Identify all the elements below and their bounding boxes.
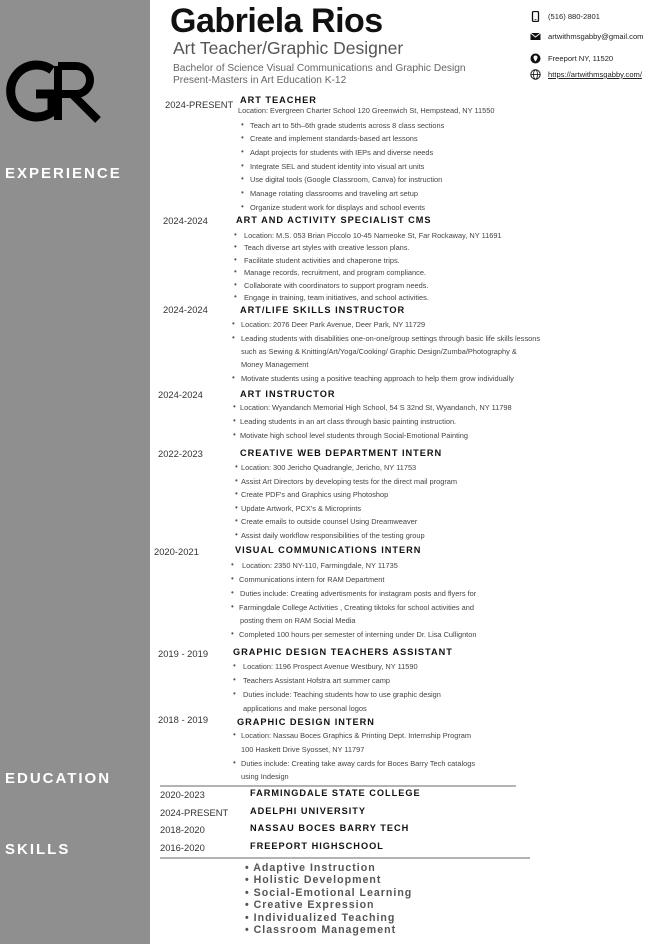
job-date: 2024-2024 (158, 389, 203, 400)
job-title: ART AND ACTIVITY SPECIALIST CMS (236, 215, 432, 225)
bullet-dot: • (233, 661, 236, 670)
full-name: Gabriela Rios (170, 2, 383, 40)
bullet-dot: • (241, 188, 244, 197)
job-bullet: Location: M.S. 053 Brian Piccolo 10-45 Nameoke St, Far Rockaway, NY 11691 (244, 231, 502, 240)
job-bullet: Duties include: Creating take away cards for Boces Barry Tech catalogs (241, 759, 476, 768)
gr-monogram-logo (6, 58, 102, 126)
bullet-dot: • (241, 161, 244, 170)
job-bullet: Location: 2350 NY-110, Farmingdale, NY 11735 (242, 561, 398, 570)
contact-location (530, 53, 613, 64)
job-bullet: Teachers Assistant Hofstra art summer camp (243, 676, 391, 685)
experience-heading: EXPERIENCE (5, 165, 122, 182)
job-bullet: posting them on RAM Social Media (240, 616, 356, 625)
education-school: FARMINGDALE STATE COLLEGE (250, 788, 421, 798)
education-date: 2020-2023 (160, 789, 205, 800)
bullet-dot: • (232, 319, 235, 328)
skills-heading: SKILLS (5, 841, 71, 858)
bullet-dot: • (235, 503, 238, 512)
bullet-dot: • (233, 730, 236, 739)
location-icon (530, 53, 541, 64)
bullet-dot: • (234, 230, 237, 239)
job-title: ART/LIFE SKILLS INSTRUCTOR (240, 305, 406, 315)
job-bullet: Money Management (241, 360, 309, 369)
bullet-dot: • (231, 602, 234, 611)
bullet-dot: • (233, 675, 236, 684)
skill-item: • Holistic Development (245, 874, 382, 887)
job-bullet: Integrate SEL and student identity into visual art units (250, 162, 425, 171)
job-bullet: Manage records, recruitment, and program compliance. (244, 268, 426, 277)
job-location: Location: Evergreen Charter School 120 Greenwich St, Hempstead, NY 11550 (238, 106, 495, 115)
job-title: GRAPHIC DESIGN INTERN (237, 717, 375, 727)
globe-icon (530, 69, 541, 80)
job-bullet: Update Artwork, PCX's & Microprints (241, 504, 362, 513)
job-bullet: Location: 1196 Prospect Avenue Westbury, NY 11590 (243, 662, 418, 671)
education-date: 2016-2020 (160, 842, 205, 853)
job-title: ART INSTRUCTOR (240, 389, 336, 399)
job-bullet: Organize student work for displays and school events (250, 203, 426, 212)
contact-email[interactable] (530, 31, 644, 42)
bullet-dot: • (234, 242, 237, 251)
phone-icon (530, 11, 541, 22)
job-bullet: Location: Nassau Boces Graphics & Printing Dept. Internship Program (241, 731, 472, 740)
bullet-dot: • (241, 147, 244, 156)
job-bullet: Teach diverse art styles with creative lesson plans. (244, 243, 410, 252)
job-bullet: Create PDF's and Graphics using Photoshop (241, 490, 389, 499)
mail-icon (530, 31, 541, 42)
phone-text: (516) 880-2801 (548, 12, 600, 21)
bullet-dot: • (233, 430, 236, 439)
job-bullet: Engage in training, team initiatives, and school activities. (244, 293, 429, 302)
divider (160, 785, 516, 787)
divider (160, 857, 530, 859)
job-bullet: such as Sewing & Knitting/Art/Yoga/Cooking/ Graphic Design/Zumba/Photography & (241, 347, 517, 356)
job-bullet: Adapt projects for students with IEPs and diverse needs (250, 148, 434, 157)
job-bullet: Assist daily workflow responsibilities of the testing group (241, 531, 425, 540)
bullet-dot: • (241, 133, 244, 142)
bullet-dot: • (235, 530, 238, 539)
bullet-dot: • (231, 560, 234, 569)
bullet-dot: • (234, 280, 237, 289)
job-bullet: Use digital tools (Google Classroom, Canva) for instruction (250, 175, 443, 184)
job-bullet: Assist Art Directors by developing tests for the direct mail program (241, 477, 458, 486)
location-text: Freeport NY, 11520 (548, 54, 614, 63)
job-bullet: Create emails to outside counsel Using Dreamweaver (241, 517, 418, 526)
job-title-header: Art Teacher/Graphic Designer (173, 38, 404, 58)
job-bullet: Motivate students using a positive teaching approach to help them grow individually (241, 374, 514, 383)
bullet-dot: • (232, 373, 235, 382)
job-date: 2024-2024 (163, 215, 208, 226)
bullet-dot: • (234, 267, 237, 276)
bullet-dot: • (234, 255, 237, 264)
bullet-dot: • (234, 292, 237, 301)
job-bullet: Motivate high school level students through Social-Emotional Painting (240, 431, 469, 440)
job-bullet: 100 Haskett Drive Syosset, NY 11797 (241, 745, 365, 754)
bullet-dot: • (235, 516, 238, 525)
bullet-dot: • (233, 402, 236, 411)
education-school: NASSAU BOCES BARRY TECH (250, 823, 410, 833)
job-bullet: Collaborate with coordinators to support program needs. (244, 281, 429, 290)
skill-item: • Individualized Teaching (245, 911, 396, 924)
degree-line-1: Bachelor of Science Visual Communications and Graphic Design (173, 63, 466, 74)
degree-line-2: Present-Masters in Art Education K-12 (173, 75, 347, 86)
skill-item: • Adaptive Instruction (245, 862, 376, 874)
bullet-dot: • (233, 689, 236, 698)
job-bullet: Completed 100 hours per semester of interning under Dr. Lisa Cullignton (239, 630, 477, 639)
job-title: GRAPHIC DESIGN TEACHERS ASSISTANT (233, 647, 453, 657)
bullet-dot: • (231, 629, 234, 638)
job-bullet: Leading students in an art class through basic painting instruction. (240, 417, 457, 426)
bullet-dot: • (235, 489, 238, 498)
job-title: CREATIVE WEB DEPARTMENT INTERN (240, 448, 443, 458)
bullet-dot: • (235, 476, 238, 485)
education-date: 2018-2020 (160, 824, 205, 835)
bullet-dot: • (233, 416, 236, 425)
bullet-dot: • (233, 758, 236, 767)
sidebar (0, 0, 150, 944)
job-title: VISUAL COMMUNICATIONS INTERN (235, 545, 422, 555)
contact-phone (530, 11, 600, 22)
job-bullet: Teach art to 5th–6th grade students across 8 class sections (250, 121, 445, 130)
education-date: 2024-PRESENT (160, 807, 229, 818)
skill-item: • Social-Emotional Learning (245, 886, 413, 899)
website-link[interactable]: https://artwithmsgabby.com/ (548, 70, 642, 79)
skill-item: • Classroom Management (245, 924, 397, 936)
job-bullet: Leading students with disabilities one-on-one/group settings through basic life skills lessons (241, 334, 541, 343)
job-bullet: Duties include: Teaching students how to use graphic design (243, 690, 441, 699)
bullet-dot: • (232, 333, 235, 342)
job-date: 2020-2021 (154, 546, 199, 557)
job-bullet: using Indesign (241, 772, 289, 781)
bullet-dot: • (235, 462, 238, 471)
bullet-dot: • (241, 202, 244, 211)
job-bullet: Farmingdale College Activities , Creating tiktoks for school activities and (239, 603, 474, 612)
job-date: 2022-2023 (158, 448, 203, 459)
job-bullet: Communications intern for RAM Department (239, 575, 385, 584)
job-bullet: Location: Wyandanch Memorial High School, 54 S 32nd St, Wyandanch, NY 11798 (240, 403, 512, 412)
education-school: FREEPORT HIGHSCHOOL (250, 841, 384, 851)
job-bullet: applications and make personal logos (243, 704, 367, 713)
bullet-dot: • (241, 174, 244, 183)
job-bullet: Duties include: Creating advertisments for instagram posts and flyers for (240, 589, 477, 598)
job-title: ART TEACHER (240, 95, 317, 105)
job-date: 2024-PRESENT (165, 99, 234, 110)
education-school: ADELPHI UNIVERSITY (250, 806, 367, 816)
job-bullet: Create and implement standards-based art lessons (250, 134, 418, 143)
job-bullet: Location: 2076 Deer Park Avenue, Deer Park, NY 11729 (241, 320, 426, 329)
email-text: artwithmsgabby@gmail.com (548, 32, 644, 41)
skill-item: • Creative Expression (245, 899, 375, 912)
job-date: 2018 - 2019 (158, 714, 209, 725)
job-bullet: Facilitate student activities and chaperone trips. (244, 256, 400, 265)
job-date: 2019 - 2019 (158, 648, 209, 659)
contact-website[interactable] (530, 69, 642, 80)
job-bullet: Location: 300 Jericho Quadrangle, Jericho, NY 11753 (241, 463, 417, 472)
education-heading: EDUCATION (5, 770, 112, 787)
job-bullet: Manage rotating classrooms and traveling art setup (250, 189, 419, 198)
bullet-dot: • (231, 574, 234, 583)
bullet-dot: • (231, 588, 234, 597)
bullet-dot: • (241, 120, 244, 129)
job-date: 2024-2024 (163, 304, 208, 315)
